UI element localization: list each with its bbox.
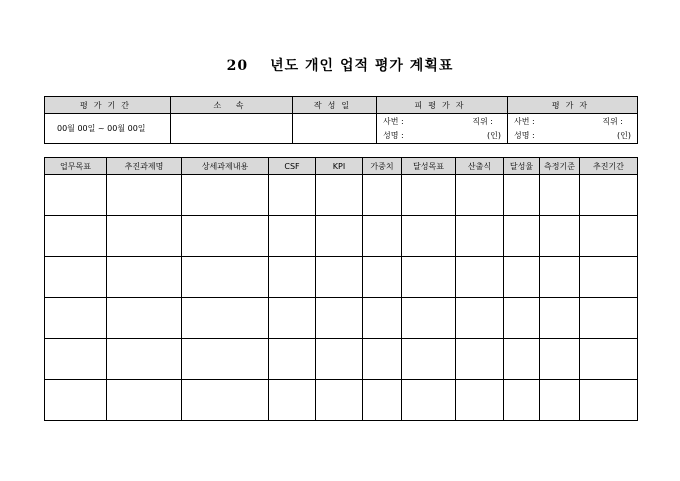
page-title: [0, 55, 680, 75]
evaluator-seal: (인): [617, 130, 631, 140]
table-cell[interactable]: [580, 380, 638, 421]
table-cell[interactable]: [363, 380, 402, 421]
table-cell[interactable]: [504, 380, 540, 421]
table-cell[interactable]: [504, 257, 540, 298]
table-cell[interactable]: [182, 257, 269, 298]
table-cell[interactable]: [316, 257, 363, 298]
table-cell[interactable]: [45, 298, 107, 339]
evaluatee-name-label: 성명 :: [383, 130, 404, 140]
table-cell[interactable]: [363, 298, 402, 339]
title-text: 년도 개인 업적 평가 계획표: [270, 58, 454, 74]
table-row: [45, 257, 638, 298]
evaluator-id-label: 사번 :: [514, 116, 535, 126]
table-cell[interactable]: [107, 175, 182, 216]
info-table: [44, 96, 638, 144]
info-value-row: [45, 114, 638, 144]
header-period: 평가기간: [45, 97, 171, 114]
table-cell[interactable]: [182, 298, 269, 339]
table-row: [45, 380, 638, 421]
header-evaluator: 평가자: [508, 97, 638, 114]
table-cell[interactable]: [402, 380, 456, 421]
table-cell[interactable]: [540, 380, 580, 421]
col-csf: CSF: [269, 158, 316, 175]
col-formula: 산출식: [456, 158, 504, 175]
col-criteria: 측정기준: [540, 158, 580, 175]
table-cell[interactable]: [580, 339, 638, 380]
table-cell[interactable]: [107, 380, 182, 421]
table-cell[interactable]: [540, 175, 580, 216]
plan-header-row: [45, 158, 638, 175]
table-cell[interactable]: [456, 216, 504, 257]
table-cell[interactable]: [182, 339, 269, 380]
table-cell[interactable]: [316, 339, 363, 380]
table-cell[interactable]: [45, 380, 107, 421]
table-cell[interactable]: [363, 257, 402, 298]
table-cell[interactable]: [456, 339, 504, 380]
col-weight: 가중치: [363, 158, 402, 175]
table-cell[interactable]: [580, 298, 638, 339]
table-cell[interactable]: [580, 216, 638, 257]
table-cell[interactable]: [456, 298, 504, 339]
table-cell[interactable]: [182, 380, 269, 421]
table-cell[interactable]: [316, 216, 363, 257]
header-date: 작성일: [293, 97, 377, 114]
table-cell[interactable]: [182, 216, 269, 257]
plan-body: [45, 175, 638, 421]
col-period: 추진기간: [580, 158, 638, 175]
table-cell[interactable]: [402, 339, 456, 380]
table-cell[interactable]: [45, 216, 107, 257]
table-cell[interactable]: [45, 339, 107, 380]
table-cell[interactable]: [107, 339, 182, 380]
table-cell[interactable]: [363, 216, 402, 257]
table-cell[interactable]: [269, 216, 316, 257]
table-cell[interactable]: [45, 175, 107, 216]
table-cell[interactable]: [402, 298, 456, 339]
table-cell[interactable]: [402, 257, 456, 298]
table-cell[interactable]: [107, 257, 182, 298]
col-kpi: KPI: [316, 158, 363, 175]
table-cell[interactable]: [316, 175, 363, 216]
table-cell[interactable]: [107, 216, 182, 257]
table-cell[interactable]: [504, 339, 540, 380]
evaluator-field[interactable]: [508, 114, 638, 144]
date-field[interactable]: [293, 114, 377, 144]
evaluator-position-label: 직위 :: [602, 116, 623, 126]
table-cell[interactable]: [540, 298, 580, 339]
table-cell[interactable]: [504, 298, 540, 339]
table-cell[interactable]: [580, 257, 638, 298]
table-cell[interactable]: [540, 339, 580, 380]
table-cell[interactable]: [363, 175, 402, 216]
table-cell[interactable]: [402, 216, 456, 257]
evaluator-name-label: 성명 :: [514, 130, 535, 140]
table-cell[interactable]: [456, 257, 504, 298]
col-rate: 달성율: [504, 158, 540, 175]
evaluatee-position-label: 직위 :: [472, 116, 493, 126]
department-field[interactable]: [171, 114, 293, 144]
table-cell[interactable]: [269, 339, 316, 380]
table-row: [45, 339, 638, 380]
title-year: 20: [226, 58, 249, 74]
table-row: [45, 298, 638, 339]
evaluatee-field[interactable]: [377, 114, 508, 144]
plan-table: [44, 157, 638, 421]
table-cell[interactable]: [45, 257, 107, 298]
col-target: 달성목표: [402, 158, 456, 175]
header-evaluatee: 피평가자: [377, 97, 508, 114]
col-task-detail: 상세과제내용: [182, 158, 269, 175]
table-row: [45, 175, 638, 216]
table-cell[interactable]: [580, 175, 638, 216]
table-cell[interactable]: [540, 216, 580, 257]
table-cell[interactable]: [269, 175, 316, 216]
info-header-row: [45, 97, 638, 114]
col-task-name: 추진과제명: [107, 158, 182, 175]
table-cell[interactable]: [316, 298, 363, 339]
table-cell[interactable]: [107, 298, 182, 339]
col-goal: 업무목표: [45, 158, 107, 175]
evaluatee-seal: (인): [487, 130, 501, 140]
table-cell[interactable]: [540, 257, 580, 298]
evaluatee-id-label: 사번 :: [383, 116, 404, 126]
table-cell[interactable]: [363, 339, 402, 380]
table-cell[interactable]: [269, 298, 316, 339]
table-cell[interactable]: [456, 380, 504, 421]
table-cell[interactable]: [402, 175, 456, 216]
table-cell[interactable]: [504, 175, 540, 216]
table-cell[interactable]: [269, 257, 316, 298]
table-cell[interactable]: [182, 175, 269, 216]
table-cell[interactable]: [504, 216, 540, 257]
header-department: 소 속: [171, 97, 293, 114]
table-cell[interactable]: [269, 380, 316, 421]
table-cell[interactable]: [316, 380, 363, 421]
table-row: [45, 216, 638, 257]
table-cell[interactable]: [456, 175, 504, 216]
period-field[interactable]: 00월 00일 ~ 00월 00일: [45, 114, 171, 144]
